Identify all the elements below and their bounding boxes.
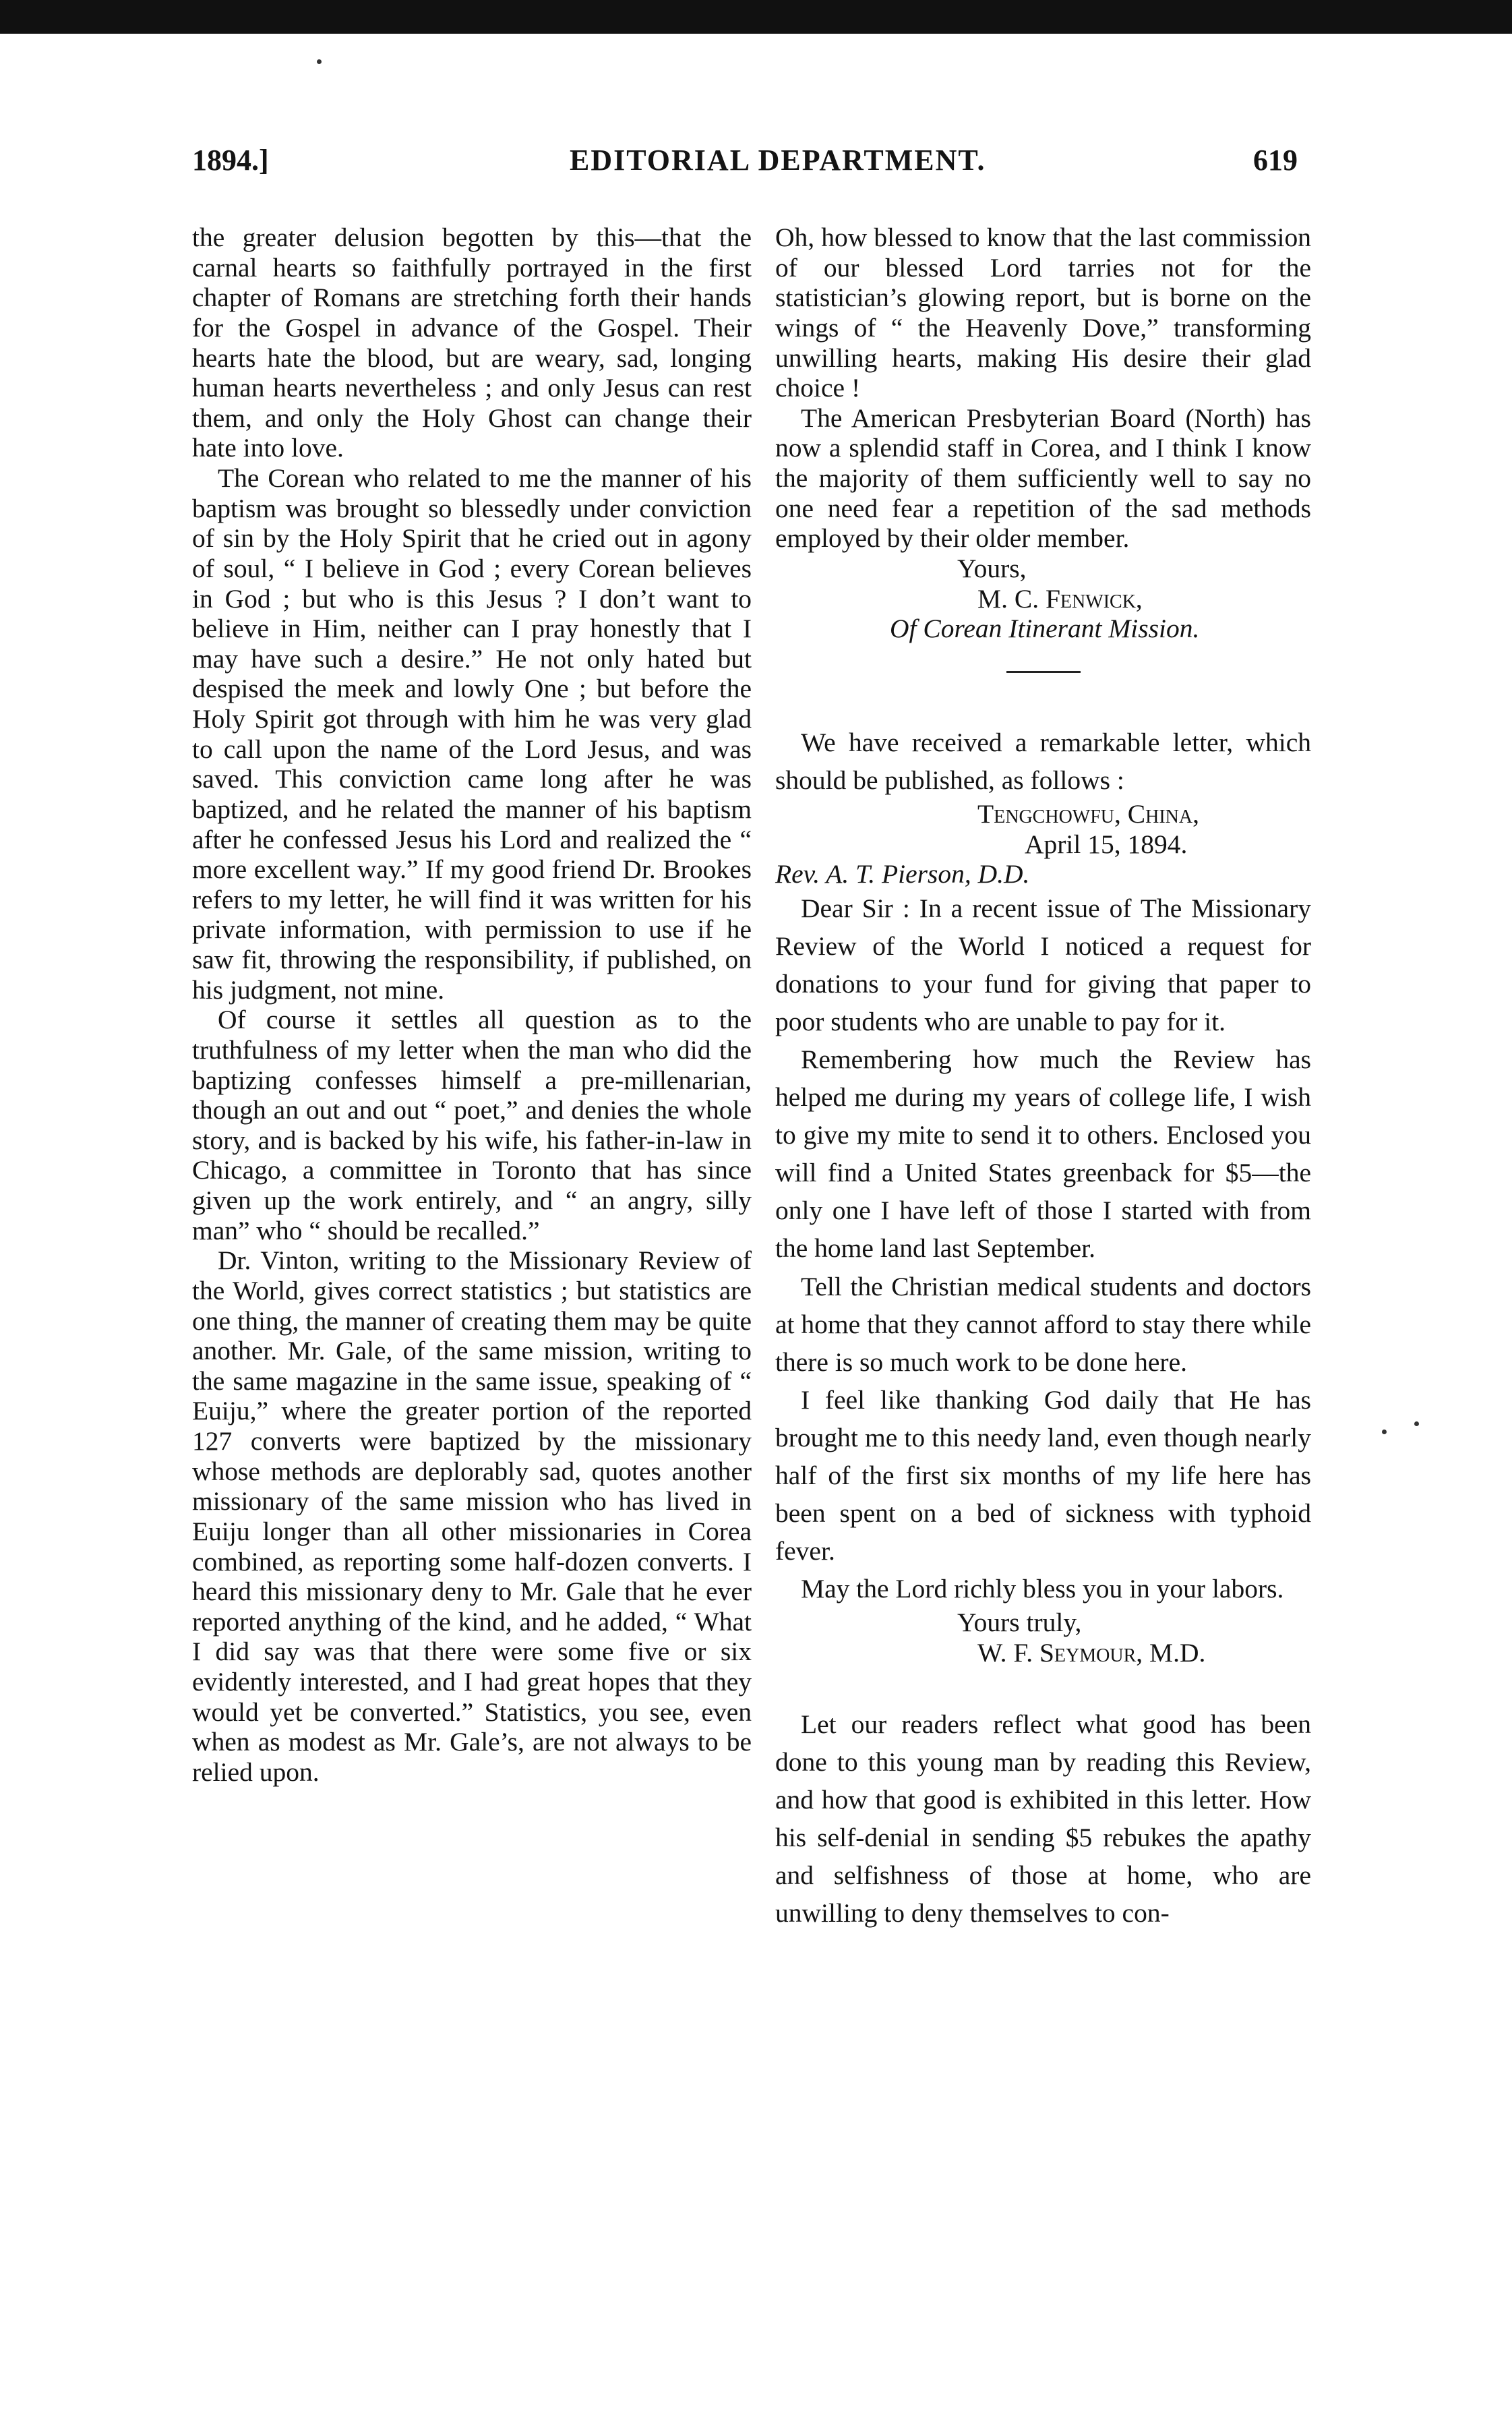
left-paragraph-2: The Corean who related to me the manner of his baptism was brought so blessedly under conviction of sin by the Holy Spirit that he cried out in agony of soul, “ I believe in God ; every Corean believes in God ; but who is this Jesus ? I don’t want to believe in Him, neither can I pray honestly that I may have such a desire.” He not only hated but despised the meek and lowly One ; but before the Holy Spirit got through with him he was very glad to call upon the name of the Lord Jesus, and was saved. This conviction came long after he was baptized, and he related the manner of his baptism after he confessed Jesus his Lord and realized the “ more excellent way.” If my good friend Dr. Brookes refers to my letter, he will find it was written for his private information, with permission to use if he saw fit, throwing the responsibility, if published, on his judgment, not mine. — [192, 463, 752, 1005]
letter-signature: W. F. Seymour, M.D. — [977, 1637, 1206, 1668]
left-column — [192, 223, 752, 1788]
top-scan-border — [0, 0, 1512, 34]
signoff-name: M. C. Fenwick, — [977, 583, 1143, 614]
right-paragraph-1: Oh, how blessed to know that the last commission of our blessed Lord tarries not for the statistician’s glowing report, but is borne on the wings of “ the Heavenly Dove,” transforming unwilling hearts, making His desire their glad choice ! — [775, 223, 1311, 403]
letter-intro: We have received a remarkable letter, which should be published, as follows : — [775, 727, 1311, 795]
scan-speck — [317, 59, 322, 64]
letter-addressee: Rev. A. T. Pierson, D.D. — [775, 859, 1030, 889]
left-paragraph-3: Of course it settles all question as to the truthfulness of my letter when the man who did the baptizing confesses himself a pre-millenarian, though an out and out “ poet,” and denies the whole story, and is backed by his wife, his father-in-law in Chicago, a committee in Toronto that has since given up the work entirely, and “ an angry, silly man” who “ should be recalled.” — [192, 1005, 752, 1245]
section-divider — [1006, 671, 1081, 673]
left-paragraph-4: Dr. Vinton, writing to the Missionary Review of the World, gives correct statistics ; but statistics are one thing, the manner of creating them may be quite another. Mr. Gale, of the same mission, writing to the same magazine in the same issue, speaking of “ Euiju,” where the greater portion of the reported 127 converts were baptized by the missionary whose methods are deplorably sad, quotes another missionary of the same mission who has lived in Euiju longer than all other missionaries in Corea combined, as reporting some half-dozen converts. I heard this missionary deny to Mr. Gale that he ever reported anything of the kind, and he added, “ What I did say was that there were some five or six evidently interested, and I had great hopes that they would yet be converted.” Statistics, you see, even when as modest as Mr. Gale’s, are not always to be relied upon. — [192, 1245, 752, 1787]
letter-paragraph-2: Remembering how much the Review has helped me during my years of college life, I wish to give my mite to send it to others. Enclosed you will find a United States greenback for $5—the only one I have left of those I started with from the home land last September. — [775, 1044, 1311, 1264]
letter-paragraph-3: Tell the Christian medical students and doctors at home that they cannot afford to stay there while there is so much work to be done here. — [775, 1271, 1311, 1377]
letter-closing: Yours truly, — [957, 1608, 1082, 1638]
letter-paragraph-4: I feel like thanking God daily that He has brought me to this needy land, even though nearly half of the first six months of my life here has been spent on a bed of sickness with typhoid fever. — [775, 1384, 1311, 1566]
scan-speck — [1414, 1421, 1419, 1426]
right-column — [775, 223, 1311, 1932]
editor-closing-paragraph: Let our readers reflect what good has been done to this young man by reading this Review, and how that good is exhibited in this letter. How his self-denial in sending $5 rebukes the apathy and selfishness of those at home, who are unwilling to deny themselves to con- — [775, 1709, 1311, 1928]
header-year: 1894.] — [192, 144, 269, 177]
letter-paragraph-5: May the Lord richly bless you in your labors. — [801, 1574, 1284, 1604]
letter-section — [775, 724, 1311, 1932]
running-head — [192, 143, 1298, 190]
header-title: EDITORIAL DEPARTMENT. — [570, 144, 986, 177]
signoff-affiliation: Of Corean Itinerant Mission. — [890, 614, 1200, 644]
letter-paragraph-1: Dear Sir : In a recent issue of The Missionary Review of the World I noticed a request for donations to your fund for giving that paper to poor students who are unable to pay for it. — [775, 893, 1311, 1037]
signoff-yours: Yours, — [957, 553, 1027, 583]
page-number: 619 — [1253, 144, 1298, 177]
scan-speck — [1382, 1430, 1387, 1434]
left-paragraph-1: the greater delusion begotten by this—that the carnal hearts so faithfully portrayed in the first chapter of Romans are stretching forth their hands for the Gospel in advance of the Gospel. Their hearts hate the blood, but are weary, sad, longing human hearts nevertheless ; and only Jesus can rest them, and only the Holy Ghost can change their hate into love. — [192, 223, 752, 463]
right-paragraph-2: The American Presbyterian Board (North) has now a splendid staff in Corea, and I think I know the majority of them sufficiently well to say no one need fear a repetition of the sad methods employed by their older member. — [775, 403, 1311, 554]
letter-date: April 15, 1894. — [1025, 829, 1188, 859]
letter-place: Tengchowfu, China, — [977, 798, 1199, 829]
